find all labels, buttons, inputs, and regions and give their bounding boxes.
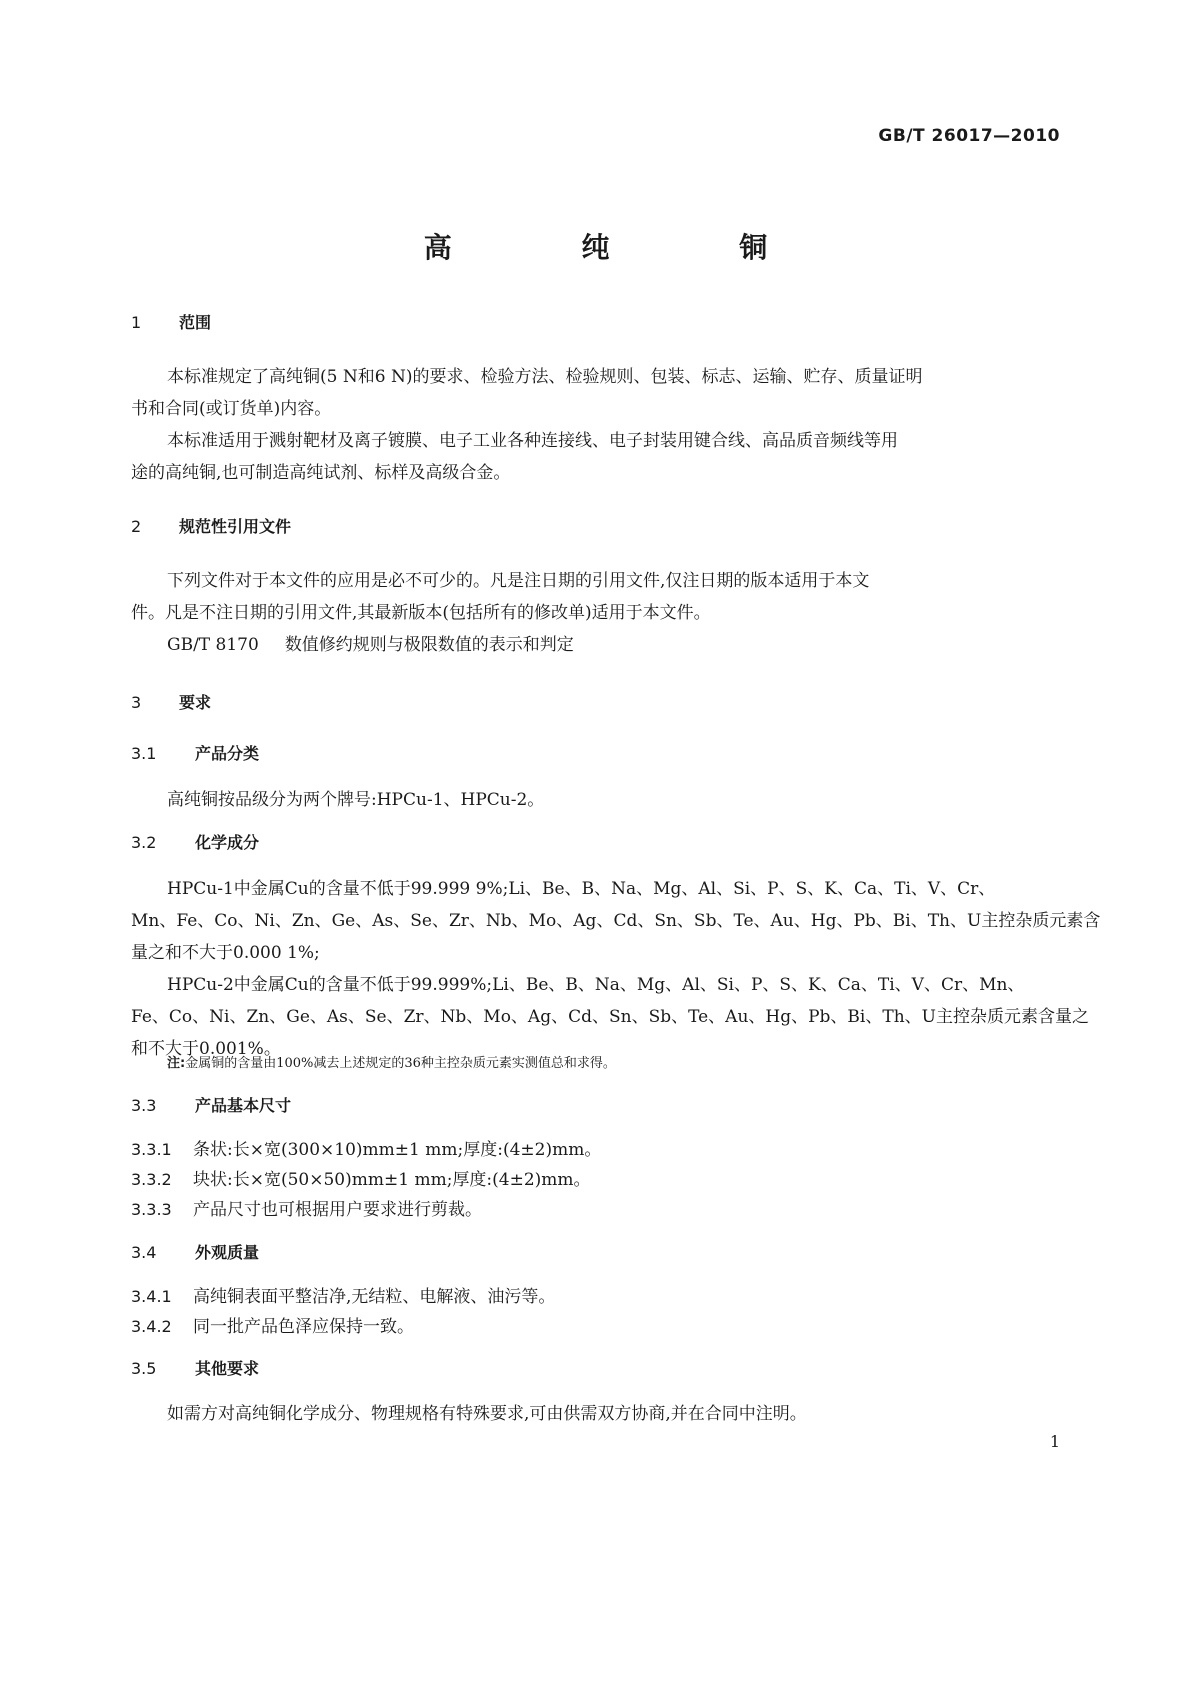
- clause-3-3-1: [131, 1135, 601, 1160]
- standard-code: GB/T 26017—2010: [878, 126, 1060, 146]
- section-3-5-paragraph: [131, 1398, 1061, 1430]
- clause-number: 3.4.2: [131, 1317, 172, 1336]
- page-number: 1: [1049, 1432, 1060, 1451]
- section-3-5-heading: [131, 1356, 259, 1379]
- note-label: 注:: [167, 1056, 186, 1071]
- section-title: 外观质量: [195, 1243, 260, 1262]
- clause-3-3-3: [131, 1195, 482, 1220]
- section-3-3-heading: [131, 1093, 291, 1116]
- text-line: 件。凡是不注日期的引用文件,其最新版本(包括所有的修改单)适用于本文件。: [131, 603, 711, 623]
- section-title: 其他要求: [195, 1359, 260, 1378]
- section-number: 3.5: [131, 1359, 157, 1378]
- section-1-paragraph-1: [131, 361, 1061, 425]
- section-number: 2: [131, 517, 142, 536]
- normative-reference: [167, 630, 574, 655]
- note: [167, 1052, 616, 1071]
- section-title: 范围: [179, 313, 212, 332]
- section-2-heading: [131, 514, 291, 537]
- text-line: 途的高纯铜,也可制造高纯试剂、标样及高级合金。: [131, 463, 511, 483]
- text-line: 如需方对高纯铜化学成分、物理规格有特殊要求,可由供需双方协商,并在合同中注明。: [167, 1404, 807, 1424]
- section-number: 3.4: [131, 1243, 157, 1262]
- document-title: 高 纯 铜: [423, 231, 828, 264]
- section-3-2-heading: [131, 830, 259, 853]
- section-title: 要求: [179, 693, 212, 712]
- section-number: 3: [131, 693, 142, 712]
- text-line: 下列文件对于本文件的应用是必不可少的。凡是注日期的引用文件,仅注日期的版本适用于本文: [167, 571, 870, 591]
- text-line: HPCu-2中金属Cu的含量不低于99.999%;Li、Be、B、Na、Mg、Al、Si、P、S、K、Ca、Ti、V、Cr、Mn、: [167, 975, 1025, 995]
- text-line: Fe、Co、Ni、Zn、Ge、As、Se、Zr、Nb、Mo、Ag、Cd、Sn、Sb、Te、Au、Hg、Pb、Bi、Th、U主控杂质元素含量之: [131, 1007, 1089, 1027]
- section-3-2-paragraph-2: [131, 969, 1089, 1065]
- section-3-heading: [131, 690, 211, 713]
- text-line: 和不大于0.001%。: [131, 1039, 281, 1059]
- clause-text: 条状:长×宽(300×10)mm±1 mm;厚度:(4±2)mm。: [193, 1140, 602, 1160]
- text-line: 书和合同(或订货单)内容。: [131, 399, 332, 419]
- clause-3-4-2: [131, 1312, 414, 1337]
- section-title: 产品基本尺寸: [195, 1096, 292, 1115]
- clause-text: 块状:长×宽(50×50)mm±1 mm;厚度:(4±2)mm。: [193, 1170, 591, 1190]
- text-line: 本标准适用于溅射靶材及离子镀膜、电子工业各种连接线、电子封装用键合线、高品质音频线等用: [167, 431, 898, 451]
- reference-code: GB/T 8170: [167, 635, 259, 655]
- section-3-2-paragraph-1: [131, 873, 1101, 969]
- section-title: 化学成分: [195, 833, 260, 852]
- reference-title: 数值修约规则与极限数值的表示和判定: [284, 635, 574, 655]
- section-3-1-paragraph: [131, 784, 1061, 816]
- section-1-paragraph-2: [131, 425, 1061, 489]
- text-line: 本标准规定了高纯铜(5 N和6 N)的要求、检验方法、检验规则、包装、标志、运输、贮存、质量证明: [167, 367, 923, 387]
- text-line: 高纯铜按品级分为两个牌号:HPCu-1、HPCu-2。: [167, 790, 545, 810]
- text-line: 量之和不大于0.000 1%;: [131, 943, 320, 963]
- clause-number: 3.4.1: [131, 1287, 172, 1306]
- clause-text: 高纯铜表面平整洁净,无结粒、电解液、油污等。: [193, 1287, 556, 1307]
- section-3-4-heading: [131, 1240, 259, 1263]
- note-text: 金属铜的含量由100%减去上述规定的36种主控杂质元素实测值总和求得。: [185, 1056, 616, 1071]
- section-2-paragraph-1: [131, 565, 1061, 629]
- section-title: 产品分类: [195, 744, 260, 763]
- clause-3-4-1: [131, 1282, 555, 1307]
- section-number: 3.1: [131, 744, 157, 763]
- clause-text: 同一批产品色泽应保持一致。: [193, 1317, 414, 1337]
- clause-3-3-2: [131, 1165, 591, 1190]
- section-number: 3.3: [131, 1096, 157, 1115]
- clause-number: 3.3.3: [131, 1200, 172, 1219]
- clause-text: 产品尺寸也可根据用户要求进行剪裁。: [193, 1200, 482, 1220]
- text-line: HPCu-1中金属Cu的含量不低于99.999 9%;Li、Be、B、Na、Mg、Al、Si、P、S、K、Ca、Ti、V、Cr、: [167, 879, 996, 899]
- text-line: Mn、Fe、Co、Ni、Zn、Ge、As、Se、Zr、Nb、Mo、Ag、Cd、Sn、Sb、Te、Au、Hg、Pb、Bi、Th、U主控杂质元素含: [131, 911, 1101, 931]
- section-3-1-heading: [131, 741, 259, 764]
- section-number: 1: [131, 313, 142, 332]
- clause-number: 3.3.2: [131, 1170, 172, 1189]
- section-title: 规范性引用文件: [179, 517, 292, 536]
- clause-number: 3.3.1: [131, 1140, 172, 1159]
- section-1-heading: [131, 310, 211, 333]
- section-number: 3.2: [131, 833, 157, 852]
